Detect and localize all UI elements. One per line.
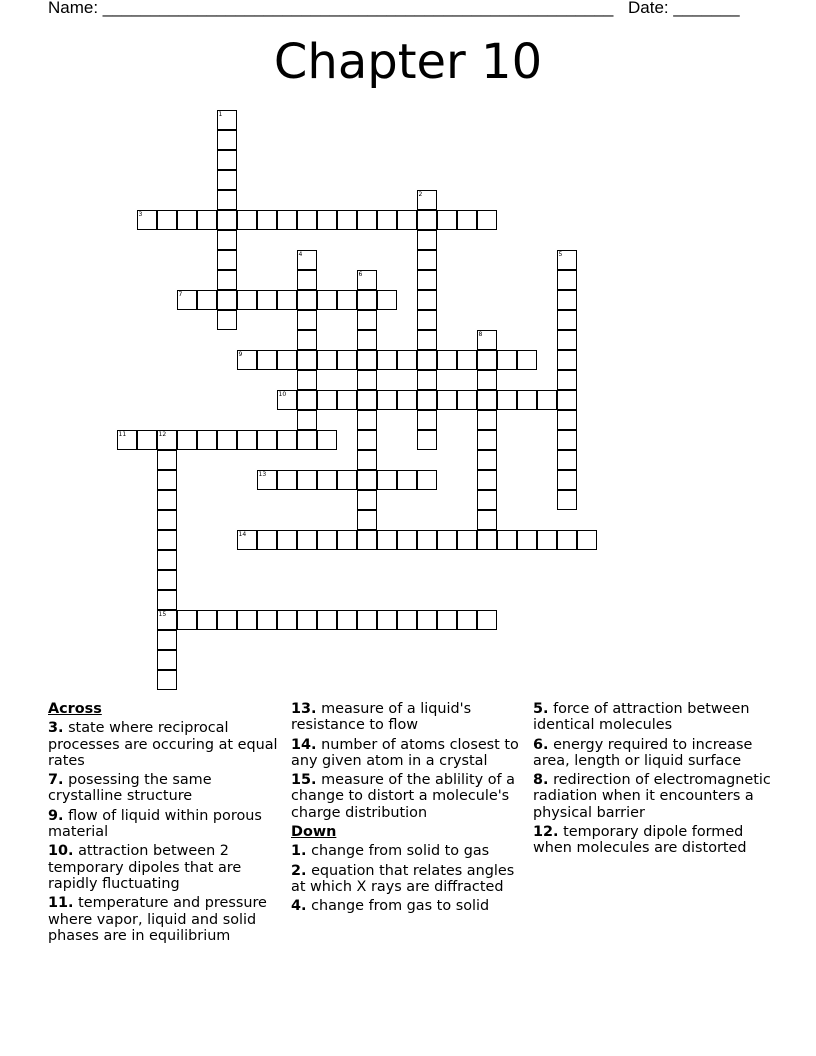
grid-cell[interactable]	[337, 350, 357, 370]
grid-cell[interactable]	[237, 210, 257, 230]
grid-cell[interactable]	[377, 530, 397, 550]
grid-cell[interactable]	[357, 370, 377, 390]
date-field-label: Date: _______	[628, 0, 740, 17]
clue-across-13: 13. measure of a liquid's resistance to flow	[291, 701, 472, 734]
grid-cell[interactable]	[257, 430, 277, 450]
clue-down-8: 8. redirection of electromagnetic radiation when it encounters a physical barrier	[533, 772, 771, 821]
grid-cell[interactable]	[317, 350, 337, 370]
grid-cell[interactable]	[517, 390, 537, 410]
grid-cell[interactable]	[417, 530, 437, 550]
grid-cell[interactable]	[257, 610, 277, 630]
grid-cell[interactable]	[317, 430, 337, 450]
grid-cell[interactable]	[377, 290, 397, 310]
grid-cell[interactable]	[217, 310, 237, 330]
grid-cell[interactable]	[217, 230, 237, 250]
clue-down-4: 4. change from gas to solid	[291, 898, 490, 915]
grid-cell[interactable]	[417, 310, 437, 330]
grid-cell[interactable]	[237, 350, 257, 370]
grid-cell[interactable]	[557, 330, 577, 350]
grid-cell[interactable]	[157, 670, 177, 690]
clue-number: 2	[418, 190, 423, 198]
clue-number: 4	[298, 250, 303, 258]
grid-cell[interactable]	[277, 210, 297, 230]
grid-cell[interactable]	[197, 290, 217, 310]
clues-column-2	[291, 701, 526, 918]
grid-cell[interactable]	[337, 610, 357, 630]
grid-cell[interactable]	[277, 390, 297, 410]
grid-cell[interactable]	[557, 270, 577, 290]
worksheet-header	[48, 0, 748, 18]
grid-cell[interactable]	[477, 430, 497, 450]
grid-cell[interactable]	[397, 210, 417, 230]
grid-cell[interactable]	[217, 610, 237, 630]
grid-cell[interactable]	[437, 530, 457, 550]
grid-cell[interactable]	[477, 510, 497, 530]
grid-cell[interactable]	[297, 410, 317, 430]
grid-cell[interactable]	[477, 450, 497, 470]
grid-cell[interactable]	[317, 530, 337, 550]
grid-cell[interactable]	[497, 530, 517, 550]
grid-cell[interactable]	[417, 410, 437, 430]
across-heading: Across	[48, 701, 102, 717]
grid-cell[interactable]	[357, 610, 377, 630]
grid-cell[interactable]	[417, 430, 437, 450]
grid-cell[interactable]	[357, 470, 377, 490]
clue-number: 11	[118, 430, 127, 438]
grid-cell[interactable]	[557, 370, 577, 390]
grid-cell[interactable]	[377, 470, 397, 490]
down-heading: Down	[291, 824, 337, 841]
grid-cell[interactable]	[357, 270, 377, 290]
grid-cell[interactable]	[337, 530, 357, 550]
grid-cell[interactable]	[157, 450, 177, 470]
grid-cell[interactable]	[177, 290, 197, 310]
grid-cell[interactable]	[357, 350, 377, 370]
grid-cell[interactable]	[477, 490, 497, 510]
grid-cell[interactable]	[297, 390, 317, 410]
grid-cell[interactable]	[397, 470, 417, 490]
grid-cell[interactable]	[437, 350, 457, 370]
grid-cell[interactable]	[357, 510, 377, 530]
clue-number: 3	[138, 210, 143, 218]
grid-cell[interactable]	[517, 530, 537, 550]
grid-cell[interactable]	[337, 470, 357, 490]
grid-cell[interactable]	[297, 250, 317, 270]
grid-cell[interactable]	[297, 290, 317, 310]
grid-cell[interactable]	[497, 350, 517, 370]
grid-cell[interactable]	[257, 350, 277, 370]
grid-cell[interactable]	[417, 330, 437, 350]
grid-cell[interactable]	[137, 430, 157, 450]
clue-across-14: 14. number of atoms closest to any given atom in a crystal	[291, 736, 519, 769]
grid-cell[interactable]	[157, 610, 177, 630]
grid-cell[interactable]	[197, 210, 217, 230]
grid-cell[interactable]	[157, 650, 177, 670]
clue-across-9: 9. flow of liquid within porous material	[48, 807, 262, 841]
grid-cell[interactable]	[517, 350, 537, 370]
grid-cell[interactable]	[397, 610, 417, 630]
grid-cell[interactable]	[357, 330, 377, 350]
grid-cell[interactable]	[457, 610, 477, 630]
clue-down-1: 1. change from solid to gas	[291, 843, 490, 860]
grid-cell[interactable]	[277, 470, 297, 490]
grid-cell[interactable]	[157, 630, 177, 650]
grid-cell[interactable]	[557, 250, 577, 270]
grid-cell[interactable]	[257, 470, 277, 490]
grid-cell[interactable]	[317, 610, 337, 630]
grid-cell[interactable]	[157, 530, 177, 550]
grid-cell[interactable]	[257, 210, 277, 230]
grid-cell[interactable]	[357, 530, 377, 550]
grid-cell[interactable]	[437, 610, 457, 630]
clue-across-15: 15. measure of the ablility of a change to distort a molecule's charge distribution	[291, 772, 515, 821]
grid-cell[interactable]	[537, 390, 557, 410]
grid-cell[interactable]	[337, 290, 357, 310]
grid-cell[interactable]	[477, 610, 497, 630]
grid-cell[interactable]	[157, 510, 177, 530]
grid-cell[interactable]	[317, 210, 337, 230]
grid-cell[interactable]	[157, 210, 177, 230]
clue-number: 12	[158, 430, 167, 438]
grid-cell[interactable]	[317, 470, 337, 490]
grid-cell[interactable]	[477, 210, 497, 230]
grid-cell[interactable]	[217, 290, 237, 310]
clue-down-6: 6. energy required to increase area, length or liquid surface	[533, 736, 753, 769]
grid-cell[interactable]	[297, 610, 317, 630]
grid-cell[interactable]	[557, 530, 577, 550]
grid-cell[interactable]	[457, 530, 477, 550]
grid-cell[interactable]	[477, 390, 497, 410]
clue-down-12: 12. temporary dipole formed when molecules are distorted	[533, 824, 747, 857]
grid-cell[interactable]	[337, 210, 357, 230]
clue-number: 7	[178, 290, 183, 298]
grid-cell[interactable]	[297, 330, 317, 350]
clue-across-11: 11. temperature and pressure where vapor, liquid and solid phases are in equilibrium	[48, 895, 267, 944]
grid-cell[interactable]	[217, 190, 237, 210]
grid-cell[interactable]	[417, 390, 437, 410]
grid-cell[interactable]	[557, 470, 577, 490]
grid-cell[interactable]	[557, 450, 577, 470]
grid-cell[interactable]	[417, 190, 437, 210]
grid-cell[interactable]	[477, 330, 497, 350]
grid-cell[interactable]	[297, 530, 317, 550]
clue-across-10: 10. attraction between 2 temporary dipoles that are rapidly fluctuating	[48, 843, 242, 892]
grid-cell[interactable]	[157, 550, 177, 570]
clue-number: 8	[478, 330, 483, 338]
grid-cell[interactable]	[357, 450, 377, 470]
grid-cell[interactable]	[277, 530, 297, 550]
grid-cell[interactable]	[357, 290, 377, 310]
grid-cell[interactable]	[377, 210, 397, 230]
grid-cell[interactable]	[457, 210, 477, 230]
grid-cell[interactable]	[297, 430, 317, 450]
grid-cell[interactable]	[397, 390, 417, 410]
clue-number: 15	[158, 610, 167, 618]
grid-cell[interactable]	[377, 350, 397, 370]
grid-cell[interactable]	[217, 110, 237, 130]
clue-across-3: 3. state where reciprocal processes are occuring at equal rates	[48, 720, 278, 769]
grid-cell[interactable]	[417, 270, 437, 290]
grid-cell[interactable]	[217, 150, 237, 170]
grid-cell[interactable]	[277, 350, 297, 370]
grid-cell[interactable]	[237, 530, 257, 550]
grid-cell[interactable]	[157, 470, 177, 490]
grid-cell[interactable]	[277, 290, 297, 310]
grid-cell[interactable]	[557, 490, 577, 510]
grid-cell[interactable]	[577, 530, 597, 550]
grid-cell[interactable]	[417, 250, 437, 270]
grid-cell[interactable]	[437, 210, 457, 230]
grid-cell[interactable]	[177, 610, 197, 630]
grid-cell[interactable]	[557, 410, 577, 430]
grid-cell[interactable]	[557, 310, 577, 330]
grid-cell[interactable]	[157, 570, 177, 590]
grid-cell[interactable]	[117, 430, 137, 450]
grid-cell[interactable]	[257, 530, 277, 550]
grid-cell[interactable]	[477, 530, 497, 550]
grid-cell[interactable]	[477, 370, 497, 390]
grid-cell[interactable]	[457, 390, 477, 410]
grid-cell[interactable]	[357, 430, 377, 450]
grid-cell[interactable]	[277, 610, 297, 630]
grid-cell[interactable]	[337, 390, 357, 410]
clue-number: 5	[558, 250, 563, 258]
grid-cell[interactable]	[297, 210, 317, 230]
grid-cell[interactable]	[297, 370, 317, 390]
clue-number: 14	[238, 530, 247, 538]
grid-cell[interactable]	[237, 430, 257, 450]
clue-number: 10	[278, 390, 287, 398]
grid-cell[interactable]	[417, 230, 437, 250]
grid-cell[interactable]	[217, 170, 237, 190]
grid-cell[interactable]	[297, 470, 317, 490]
grid-cell[interactable]	[157, 490, 177, 510]
grid-cell[interactable]	[557, 430, 577, 450]
grid-cell[interactable]	[357, 210, 377, 230]
grid-cell[interactable]	[317, 390, 337, 410]
grid-cell[interactable]	[357, 310, 377, 330]
grid-cell[interactable]	[557, 390, 577, 410]
grid-cell[interactable]	[317, 290, 337, 310]
clue-number: 13	[258, 470, 267, 478]
grid-cell[interactable]	[357, 410, 377, 430]
grid-cell[interactable]	[417, 290, 437, 310]
grid-cell[interactable]	[417, 610, 437, 630]
grid-cell[interactable]	[297, 350, 317, 370]
grid-cell[interactable]	[157, 430, 177, 450]
grid-cell[interactable]	[217, 430, 237, 450]
grid-cell[interactable]	[157, 590, 177, 610]
grid-cell[interactable]	[197, 430, 217, 450]
grid-cell[interactable]	[557, 290, 577, 310]
grid-cell[interactable]	[557, 350, 577, 370]
grid-cell[interactable]	[397, 350, 417, 370]
grid-cell[interactable]	[277, 430, 297, 450]
grid-cell[interactable]	[197, 610, 217, 630]
grid-cell[interactable]	[457, 350, 477, 370]
grid-cell[interactable]	[417, 470, 437, 490]
page-title: Chapter 10	[273, 34, 543, 90]
grid-cell[interactable]	[257, 290, 277, 310]
clue-down-5: 5. force of attraction between identical molecules	[533, 701, 750, 734]
grid-cell[interactable]	[477, 410, 497, 430]
grid-cell[interactable]	[417, 210, 437, 230]
grid-cell[interactable]	[497, 390, 517, 410]
grid-cell[interactable]	[357, 390, 377, 410]
grid-cell[interactable]	[297, 270, 317, 290]
grid-cell[interactable]	[377, 610, 397, 630]
clue-down-2: 2. equation that relates angles at which X rays are diffracted	[291, 862, 515, 895]
name-field-label: Name: ______________________________________________________	[48, 0, 614, 17]
grid-cell[interactable]	[137, 210, 157, 230]
grid-cell[interactable]	[237, 610, 257, 630]
grid-cell[interactable]	[537, 530, 557, 550]
grid-cell[interactable]	[177, 430, 197, 450]
grid-cell[interactable]	[217, 130, 237, 150]
grid-cell[interactable]	[397, 530, 417, 550]
grid-cell[interactable]	[437, 390, 457, 410]
grid-cell[interactable]	[417, 350, 437, 370]
grid-cell[interactable]	[297, 310, 317, 330]
grid-cell[interactable]	[217, 270, 237, 290]
clue-across-7: 7. posessing the same crystalline structure	[48, 772, 212, 805]
grid-cell[interactable]	[217, 250, 237, 270]
grid-cell[interactable]	[477, 350, 497, 370]
clue-number: 6	[358, 270, 363, 278]
grid-cell[interactable]	[377, 390, 397, 410]
clues-column-1	[48, 701, 283, 947]
clue-number: 1	[218, 110, 223, 118]
grid-cell[interactable]	[177, 210, 197, 230]
grid-cell[interactable]	[357, 490, 377, 510]
grid-cell[interactable]	[237, 290, 257, 310]
clue-number: 9	[238, 350, 243, 358]
grid-cell[interactable]	[417, 370, 437, 390]
grid-cell[interactable]	[477, 470, 497, 490]
grid-cell[interactable]	[217, 210, 237, 230]
clues-column-3	[533, 701, 773, 860]
